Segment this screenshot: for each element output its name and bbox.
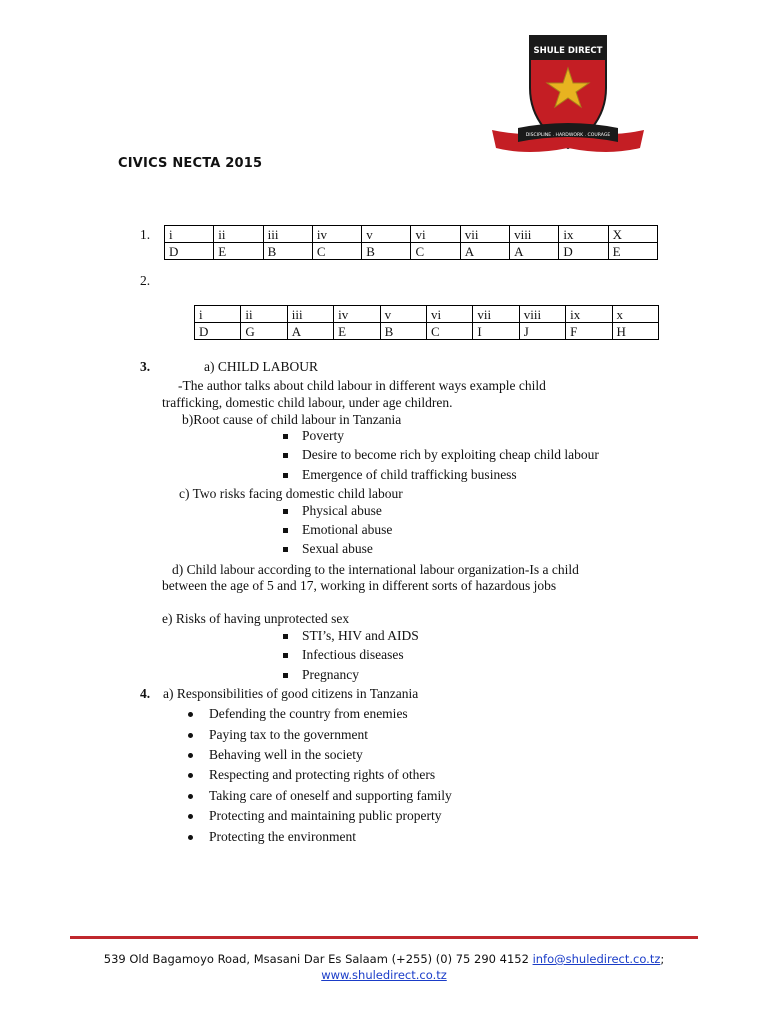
bullet-dot-icon bbox=[188, 773, 193, 778]
logo-brand-text: SHULE DIRECT bbox=[533, 46, 603, 56]
table-cell: vi bbox=[426, 306, 472, 323]
table-row bbox=[165, 226, 658, 243]
footer-address: 539 Old Bagamoyo Road, Msasani Dar Es Salaam (+255) (0) 75 290 4152 bbox=[103, 952, 533, 966]
q1-answer-table bbox=[164, 225, 658, 260]
q3-a-heading: a) CHILD LABOUR bbox=[204, 359, 318, 374]
table-cell: E bbox=[608, 243, 657, 260]
table-cell: J bbox=[519, 323, 565, 340]
bullet-square-icon bbox=[283, 509, 288, 514]
q3-d-text: d) Child labour according to the international labour organization-Is a child bbox=[172, 562, 579, 577]
footer-contact bbox=[0, 952, 768, 966]
bullet-square-icon bbox=[283, 434, 288, 439]
table-cell: A bbox=[460, 243, 509, 260]
table-cell: A bbox=[510, 243, 559, 260]
question-4-number: 4. bbox=[140, 686, 151, 701]
table-cell: F bbox=[566, 323, 612, 340]
table-cell: B bbox=[263, 243, 312, 260]
footer-divider bbox=[70, 936, 698, 939]
list-item: Emergence of child trafficking business bbox=[302, 467, 517, 482]
list-item: Emotional abuse bbox=[302, 522, 393, 537]
q3-a-text: -The author talks about child labour in different ways example child bbox=[178, 378, 546, 393]
table-cell: C bbox=[411, 243, 460, 260]
table-cell: i bbox=[195, 306, 241, 323]
table-cell: ii bbox=[241, 306, 287, 323]
bullet-square-icon bbox=[283, 528, 288, 533]
list-item: Pregnancy bbox=[302, 667, 359, 682]
table-cell: vii bbox=[460, 226, 509, 243]
q3-c-heading: c) Two risks facing domestic child labour bbox=[179, 486, 403, 501]
table-cell: viii bbox=[510, 226, 559, 243]
bullet-square-icon bbox=[283, 634, 288, 639]
table-cell: H bbox=[612, 323, 658, 340]
question-1-number: 1. bbox=[140, 227, 151, 242]
table-cell: E bbox=[334, 323, 380, 340]
bullet-square-icon bbox=[283, 547, 288, 552]
question-3-number: 3. bbox=[140, 359, 151, 374]
bullet-square-icon bbox=[283, 473, 288, 478]
list-item: Behaving well in the society bbox=[209, 747, 363, 762]
list-item: Poverty bbox=[302, 428, 344, 443]
shule-direct-logo bbox=[488, 30, 648, 160]
table-cell: D bbox=[559, 243, 608, 260]
list-item: Infectious diseases bbox=[302, 647, 404, 662]
list-item: Protecting the environment bbox=[209, 829, 356, 844]
bullet-dot-icon bbox=[188, 712, 193, 717]
list-item: Paying tax to the government bbox=[209, 727, 368, 742]
table-cell: E bbox=[214, 243, 263, 260]
table-cell: B bbox=[362, 243, 411, 260]
table-cell: D bbox=[165, 243, 214, 260]
table-cell: I bbox=[473, 323, 519, 340]
bullet-square-icon bbox=[283, 673, 288, 678]
footer-email-link[interactable]: info@shuledirect.co.tz bbox=[532, 952, 661, 966]
list-item: Respecting and protecting rights of others bbox=[209, 767, 436, 782]
list-item: Protecting and maintaining public property bbox=[209, 808, 442, 823]
table-cell: vii bbox=[473, 306, 519, 323]
table-cell: i bbox=[165, 226, 214, 243]
table-cell: iii bbox=[263, 226, 312, 243]
list-item: Sexual abuse bbox=[302, 541, 373, 556]
q3-a-text: trafficking, domestic child labour, under age children. bbox=[162, 395, 453, 410]
list-item: Taking care of oneself and supporting family bbox=[209, 788, 452, 803]
table-cell: B bbox=[380, 323, 426, 340]
table-cell: v bbox=[380, 306, 426, 323]
footer-separator: ; bbox=[660, 952, 665, 966]
table-cell: A bbox=[287, 323, 333, 340]
table-cell: X bbox=[608, 226, 657, 243]
bullet-square-icon bbox=[283, 453, 288, 458]
table-cell: iv bbox=[334, 306, 380, 323]
table-cell: ix bbox=[566, 306, 612, 323]
table-cell: ix bbox=[559, 226, 608, 243]
table-cell: C bbox=[426, 323, 472, 340]
footer-website-link[interactable]: www.shuledirect.co.tz bbox=[321, 968, 447, 982]
table-cell: ii bbox=[214, 226, 263, 243]
table-row bbox=[165, 243, 658, 260]
table-cell: vi bbox=[411, 226, 460, 243]
table-row bbox=[195, 306, 659, 323]
table-cell: viii bbox=[519, 306, 565, 323]
bullet-dot-icon bbox=[188, 733, 193, 738]
table-cell: v bbox=[362, 226, 411, 243]
table-cell: x bbox=[612, 306, 658, 323]
bullet-dot-icon bbox=[188, 794, 193, 799]
list-item: Desire to become rich by exploiting cheap child labour bbox=[302, 447, 599, 462]
q3-b-heading: b)Root cause of child labour in Tanzania bbox=[182, 412, 402, 427]
list-item: Defending the country from enemies bbox=[209, 706, 408, 721]
table-cell: iv bbox=[312, 226, 361, 243]
bullet-square-icon bbox=[283, 653, 288, 658]
bullet-dot-icon bbox=[188, 814, 193, 819]
q3-e-heading: e) Risks of having unprotected sex bbox=[162, 611, 350, 626]
list-item: Physical abuse bbox=[302, 503, 382, 518]
logo-motto-text: DISCIPLINE . HARDWORK . COURAGE bbox=[525, 133, 611, 138]
table-cell: C bbox=[312, 243, 361, 260]
table-cell: iii bbox=[287, 306, 333, 323]
list-item: STI’s, HIV and AIDS bbox=[302, 628, 419, 643]
table-cell: D bbox=[195, 323, 241, 340]
document-title: CIVICS NECTA 2015 bbox=[118, 156, 263, 171]
bullet-dot-icon bbox=[188, 835, 193, 840]
q2-answer-table bbox=[194, 305, 659, 340]
question-2-number: 2. bbox=[140, 273, 151, 288]
q4-a-heading: a) Responsibilities of good citizens in Tanzania bbox=[163, 686, 419, 701]
table-cell: G bbox=[241, 323, 287, 340]
footer-website bbox=[0, 968, 768, 982]
q3-d-text: between the age of 5 and 17, working in different sorts of hazardous jobs bbox=[162, 578, 557, 593]
table-row bbox=[195, 323, 659, 340]
bullet-dot-icon bbox=[188, 753, 193, 758]
